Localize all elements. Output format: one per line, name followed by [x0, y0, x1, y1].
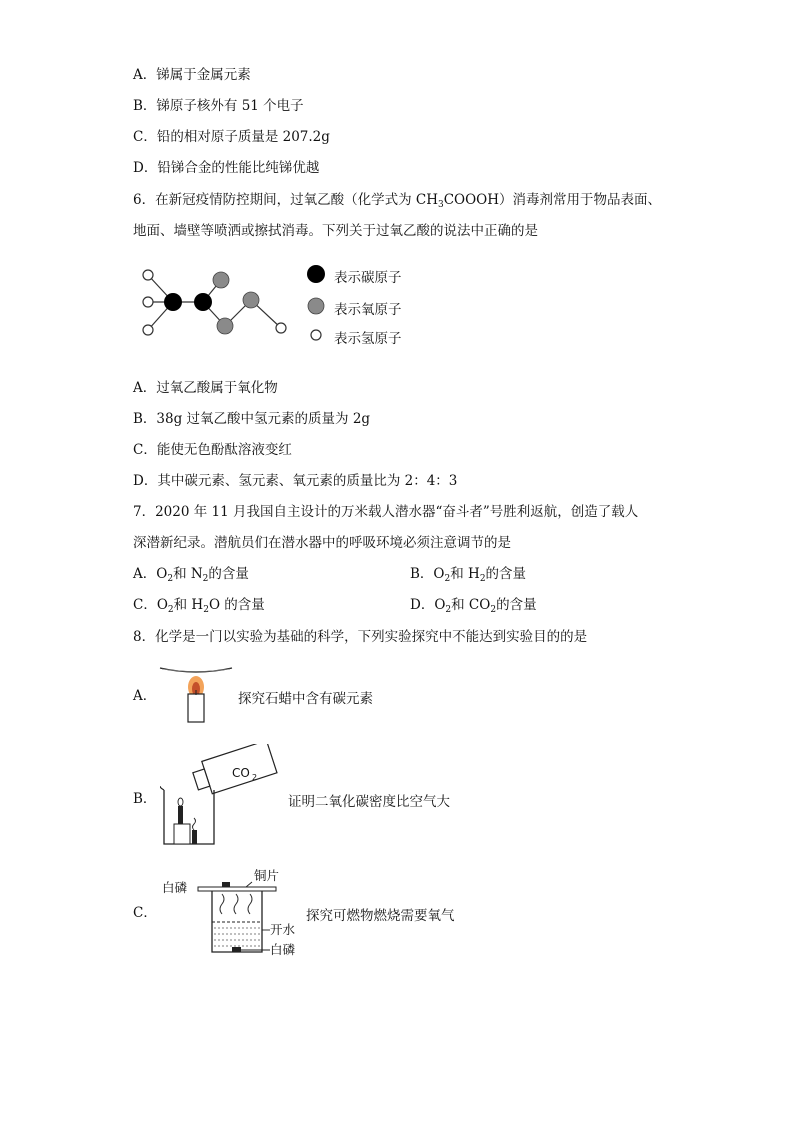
q6-stem-text-rest: COOOH）消毒剂常用于物品表面、 [443, 192, 662, 208]
q7a-post: 的含量 [208, 566, 249, 582]
legend-oxygen-label: 表示氧原子 [334, 302, 402, 318]
q7d-sub2: 2 [490, 605, 497, 615]
q8-stem: 8．化学是一门以实验为基础的科学，下列实验探究中不能达到实验目的的是 [133, 629, 588, 645]
q5-option-d: D．铅锑合金的性能比纯锑优越 [133, 160, 320, 176]
q7a-text: A．O [133, 566, 168, 582]
q6-option-b: B．38g 过氧乙酸中氢元素的质量为 2g [133, 411, 371, 427]
hydrogen-atom [276, 323, 286, 333]
hydrogen-atom [143, 270, 153, 280]
oxygen-atom [213, 272, 229, 288]
hydrogen-atom [143, 325, 153, 335]
q7-option-b [410, 565, 526, 588]
co2-label: CO [232, 766, 250, 780]
q7-stem-line1: 7．2020 年 11 月我国自主设计的万米载人潜水器“奋斗者”号胜利返航，创造了载人 [133, 504, 639, 520]
phosphorus-combustion-figure [160, 864, 308, 960]
hot-water-label: 开水 [270, 922, 296, 937]
q6-option-c: C．能使无色酚酞溶液变红 [133, 442, 292, 458]
molecule-legend-symbols [305, 264, 327, 344]
q7a-sub2: 2 [202, 574, 209, 584]
legend-hydrogen-label: 表示氢原子 [334, 331, 402, 347]
q6-option-d: D．其中碳元素、氢元素、氧元素的质量比为 2：4：3 [133, 473, 458, 489]
copper-sheet [198, 887, 276, 891]
q7a-sub1: 2 [167, 574, 174, 584]
oxygen-atom [243, 292, 259, 308]
q5-option-a: A．锑属于金属元素 [133, 67, 251, 83]
q7c-mid: 和 H [173, 597, 204, 613]
q8-option-c-caption: 探究可燃物燃烧需要氧气 [306, 908, 455, 924]
q7-stem-line2: 深潜新纪录。潜航员们在潜水器中的呼吸环境必须注意调节的是 [133, 535, 511, 551]
co2-pouring-beaker-figure [160, 744, 282, 850]
q7a-mid: 和 N [173, 566, 203, 582]
q7c-post: O 的含量 [208, 597, 265, 613]
q8-option-a-letter: A． [133, 688, 157, 704]
q7c-sub1: 2 [167, 605, 174, 615]
q5-option-c: C．铅的相对原子质量是 207.2g [133, 129, 330, 145]
q7d-sub1: 2 [445, 605, 452, 615]
q6-stem-line2: 地面、墙壁等喷洒或擦拭消毒。下列关于过氧乙酸的说法中正确的是 [133, 223, 538, 239]
tall-candle-icon [178, 806, 183, 824]
legend-oxygen-symbol [308, 298, 324, 314]
q7b-sub1: 2 [444, 574, 451, 584]
q8-option-b-letter: B． [133, 791, 157, 807]
q7b-text: B．O [410, 566, 445, 582]
legend-carbon-symbol [307, 265, 325, 283]
carbon-atom [164, 293, 182, 311]
q7b-sub2: 2 [479, 574, 486, 584]
q6-stem-text: 6．在新冠疫情防控期间，过氧乙酸（化学式为 CH [133, 192, 438, 208]
white-phosphorus-on-copper [222, 882, 230, 887]
oxygen-atom [217, 318, 233, 334]
q7c-sub2: 2 [203, 605, 209, 615]
white-phosphorus-underwater [232, 947, 241, 952]
co2-label-subscript: 2 [252, 773, 258, 782]
white-phosphorus-bottom-label: 白磷 [270, 942, 296, 957]
q6-option-a: A．过氧乙酸属于氧化物 [133, 380, 278, 396]
step-platform [174, 824, 190, 844]
short-candle-icon [192, 830, 197, 844]
q7d-text: D．O [410, 597, 446, 613]
q7-option-a [133, 565, 249, 588]
q6-formula-subscript: 3 [437, 200, 444, 210]
q8-option-c-letter: C． [133, 905, 157, 921]
q7b-post: 的含量 [485, 566, 527, 582]
candle-icon [188, 694, 204, 722]
copper-sheet-label: 铜片 [254, 868, 280, 883]
q5-option-b: B．锑原子核外有 51 个电子 [133, 98, 304, 114]
q7-option-d [410, 596, 537, 619]
q7-option-c [133, 596, 265, 619]
carbon-atom [194, 293, 212, 311]
q8-option-a-caption: 探究石蜡中含有碳元素 [238, 691, 373, 707]
q7b-mid: 和 H [450, 566, 480, 582]
steam-icon [220, 894, 224, 914]
q8-option-b-caption: 证明二氧化碳密度比空气大 [288, 794, 450, 810]
white-phosphorus-top-label: 白磷 [162, 880, 188, 895]
candle-under-dish-figure [158, 662, 238, 726]
peracetic-acid-molecule-model [135, 262, 300, 342]
q7d-post: 的含量 [496, 597, 537, 613]
hydrogen-atom [143, 297, 153, 307]
q7d-mid: 和 CO [451, 597, 491, 613]
legend-hydrogen-symbol [311, 330, 321, 340]
legend-carbon-label: 表示碳原子 [334, 270, 402, 286]
q7c-text: C．O [133, 597, 168, 613]
q6-stem-line1 [133, 191, 661, 214]
